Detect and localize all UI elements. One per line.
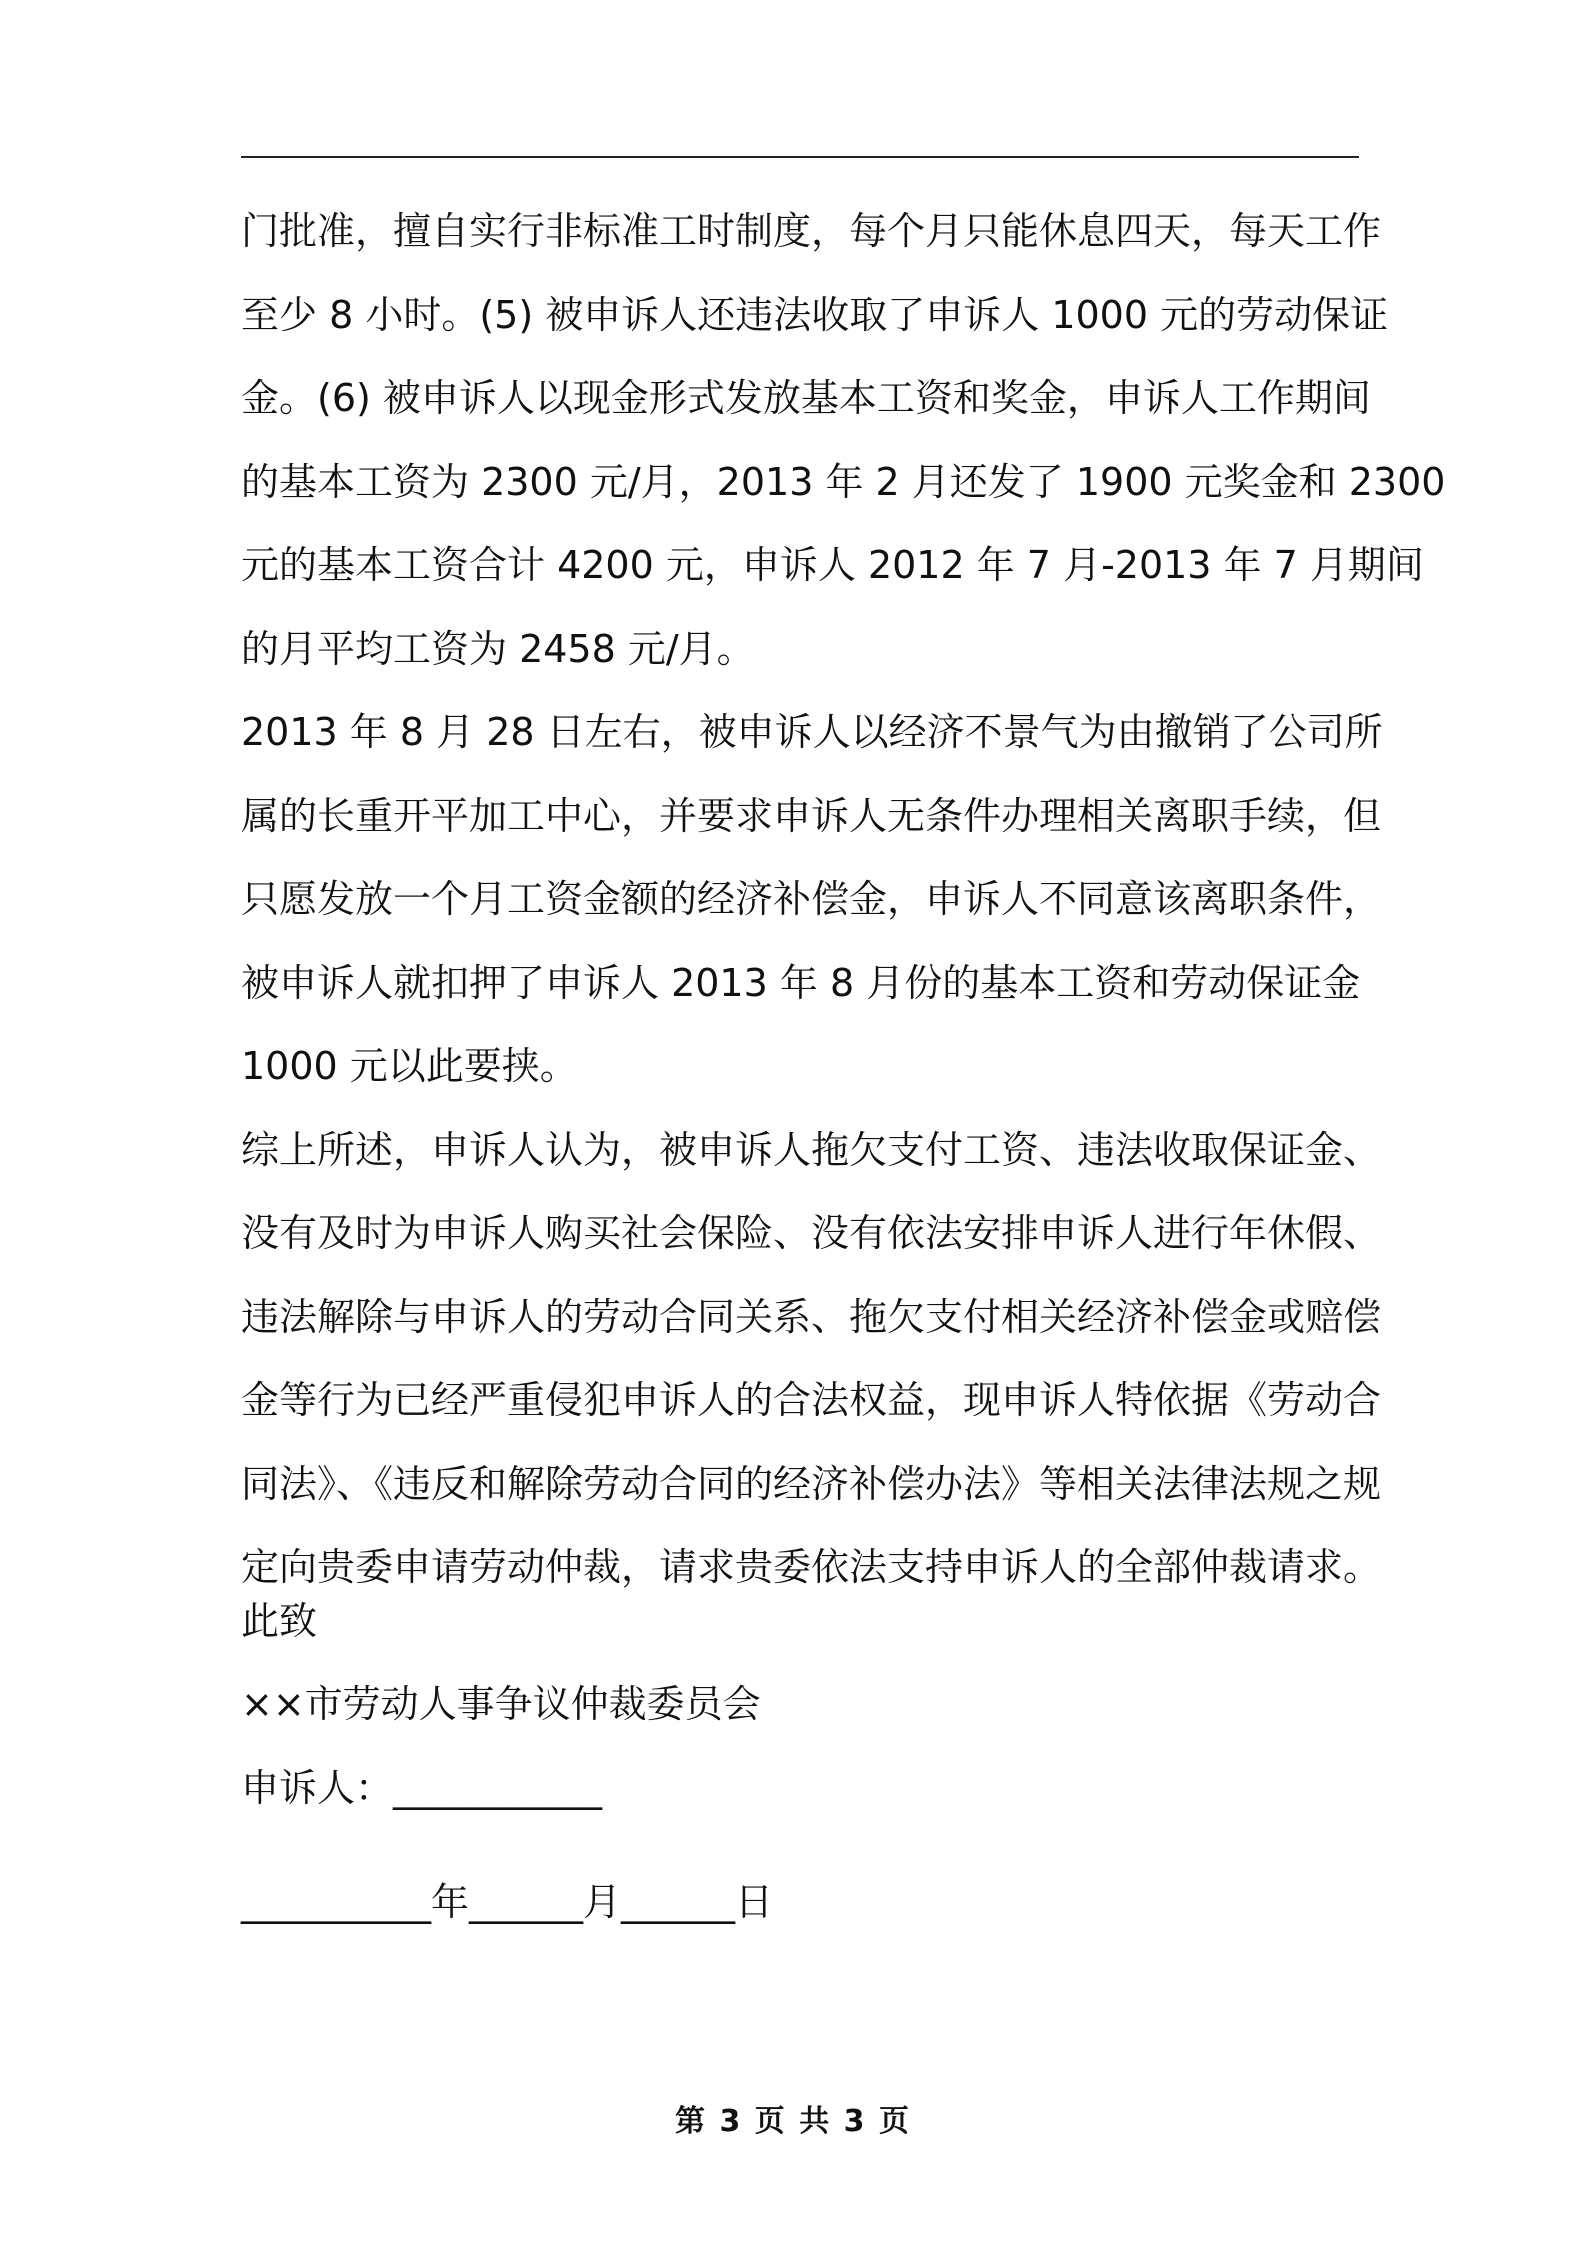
header-rule xyxy=(241,156,1359,158)
appellant-signature-line: 申诉人：___________ xyxy=(241,1766,603,1810)
text-line: 2013 年 8 月 28 日左右，被申诉人以经济不景气为由撤销了公司所 xyxy=(241,710,1383,754)
text-line: 属的长重开平加工中心，并要求申诉人无条件办理相关离职手续，但 xyxy=(241,793,1382,838)
text-line: 没有及时为申诉人购买社会保险、没有依法安排申诉人进行年休假、 xyxy=(241,1211,1382,1255)
paragraph-2 xyxy=(241,691,1383,1109)
text-line: 的基本工资为 2300 元/月，2013 年 2 月还发了 1900 元奖金和 2300 xyxy=(241,459,1446,504)
paragraph-1 xyxy=(241,190,1446,691)
text-line: 至少 8 小时。(5) 被申诉人还违法收取了申诉人 1000 元的劳动保证 xyxy=(241,292,1389,337)
page-number: 第 3 页 共 3 页 xyxy=(675,2104,911,2139)
text-line: 门批准，擅自实行非标准工时制度，每个月只能休息四天，每天工作 xyxy=(241,209,1382,253)
text-line: 综上所述，申诉人认为，被申诉人拖欠支付工资、违法收取保证金、 xyxy=(241,1127,1382,1172)
text-line: 元的基本工资合计 4200 元，申诉人 2012 年 7 月-2013 年 7 月期间 xyxy=(241,543,1424,587)
text-line: 只愿发放一个月工资金额的经济补偿金，申诉人不同意该离职条件， xyxy=(241,877,1382,921)
text-line: 金等行为已经严重侵犯申诉人的合法权益，现申诉人特依据《劳动合 xyxy=(241,1378,1382,1422)
salutation: 此致 xyxy=(241,1599,318,1643)
recipient: ××市劳动人事争议仲裁委员会 xyxy=(241,1682,761,1726)
date-line: __________年______月______日 xyxy=(241,1880,774,1924)
document-body xyxy=(241,190,1446,1610)
paragraph-3 xyxy=(241,1109,1382,1610)
text-line: 的月平均工资为 2458 元/月。 xyxy=(241,626,755,671)
text-line: 被申诉人就扣押了申诉人 2013 年 8 月份的基本工资和劳动保证金 xyxy=(241,960,1361,1005)
text-line: 违法解除与申诉人的劳动合同关系、拖欠支付相关经济补偿金或赔偿 xyxy=(241,1294,1382,1339)
text-line: 同法》、《违反和解除劳动合同的经济补偿办法》等相关法律法规之规 xyxy=(241,1461,1382,1506)
text-line: 1000 元以此要挟。 xyxy=(241,1044,578,1088)
text-line: 金。(6) 被申诉人以现金形式发放基本工资和奖金，申诉人工作期间 xyxy=(241,376,1371,420)
text-line: 定向贵委申请劳动仲裁，请求贵委依法支持申诉人的全部仲裁请求。 xyxy=(241,1545,1382,1589)
